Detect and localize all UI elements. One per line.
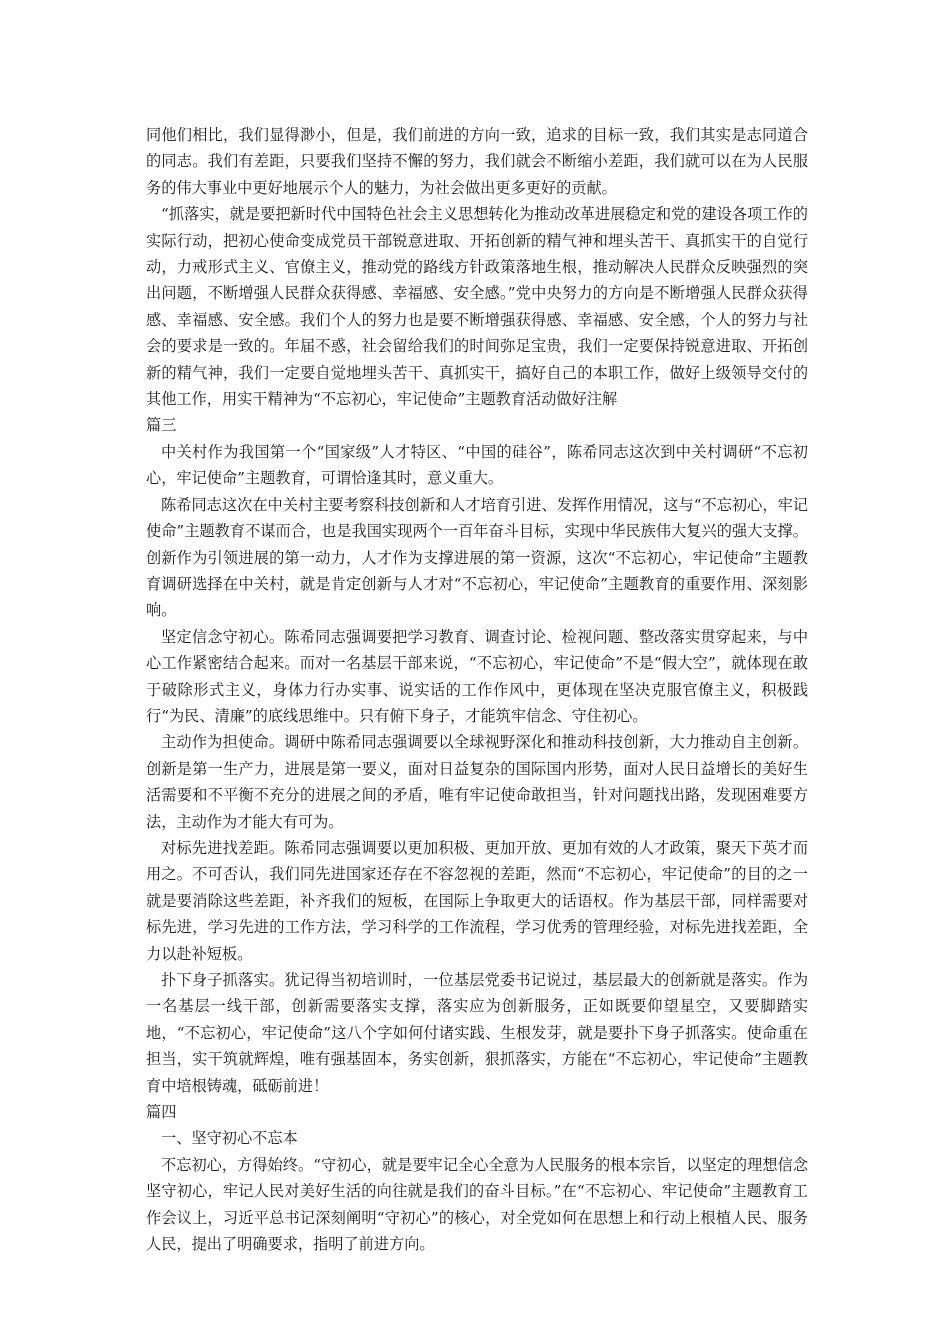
- paragraph: “抓落实，就是要把新时代中国特色社会主义思想转化为推动改革进展稳定和党的建设各项工作的实际行动，把初心使命变成党员干部锐意进取、开拓创新的精气神和埋头苦干、真抓实干的自觉行动，力戒形式主义、官僚主义，推动党的路线方针政策落地生根，推动解决人民群众反映强烈的突出问题，不断增强人民群众获得感、幸福感、安全感。”党中央努力的方向是不断增强人民群众获得感、幸福感、安全感。我们个人的努力也是要不断增强获得感、幸福感、安全感，个人的努力与社会的要求是一致的。年届不惑，社会留给我们的时间弥足宝贵，我们一定要保持锐意进取、开拓创新的精气神，我们一定要自觉地埋头苦干、真抓实干，搞好自己的本职工作，做好上级领导交付的其他工作，用实干精神为“不忘初心，牢记使命”主题教育活动做好注解: [146, 205, 808, 409]
- paragraph: 扑下身子抓落实。犹记得当初培训时，一位基层党委书记说过，基层最大的创新就是落实。作为一名基层一线干部，创新需要落实支撑，落实应为创新服务，正如既要仰望星空，又要脚踏实地，“不忘初心，牢记使命”这八个字如何付诸实践、生根发芽，就是要扑下身子抓落实。使命重在担当，实干筑就辉煌，唯有强基固本，务实创新，狠抓落实，方能在“不忘初心，牢记使命”主题教育中培根铸魂，砥砺前进！: [146, 971, 808, 1095]
- section-heading-4: 篇四: [146, 1103, 177, 1122]
- section-heading-3: 篇三: [146, 416, 177, 435]
- paragraph: 同他们相比，我们显得渺小，但是，我们前进的方向一致，追求的目标一致，我们其实是志同道合的同志。我们有差距，只要我们坚持不懈的努力，我们就会不断缩小差距，我们就可以在为人民服务的伟大事业中更好地展示个人的魅力，为社会做出更多更好的贡献。: [146, 126, 808, 197]
- paragraph: 陈希同志这次在中关村主要考察科技创新和人才培育引进、发挥作用情况，这与“不忘初心，牢记使命”主题教育不谋而合，也是我国实现两个一百年奋斗目标，实现中华民族伟大复兴的强大支撑。创新作为引领进展的第一动力，人才作为支撑进展的第一资源，这次“不忘初心，牢记使命”主题教育调研选择在中关村，就是肯定创新与人才对“不忘初心，牢记使命”主题教育的重要作用、深刻影响。: [146, 495, 808, 620]
- paragraph: 中关村作为我国第一个“国家级”人才特区、“中国的硅谷”，陈希同志这次到中关村调研“不忘初心，牢记使命”主题教育，可谓恰逢其时，意义重大。: [146, 442, 808, 488]
- section-subheading: 一、坚守初心不忘本: [161, 1129, 298, 1148]
- paragraph: 不忘初心，方得始终。“守初心，就是要牢记全心全意为人民服务的根本宗旨，以坚定的理想信念坚守初心，牢记人民对美好生活的向往就是我们的奋斗目标。”在“不忘初心、牢记使命”主题教育工作会议上，习近平总书记深刻阐明“守初心”的核心，对全党如何在思想上和行动上根植人民、服务人民，提出了明确要求，指明了前进方向。: [146, 1155, 808, 1254]
- paragraph: 坚定信念守初心。陈希同志强调要把学习教育、调查讨论、检视问题、整改落实贯穿起来，与中心工作紧密结合起来。而对一名基层干部来说，“不忘初心，牢记使命”不是“假大空”，就体现在敢于破除形式主义，身体力行办实事、说实话的工作作风中，更体现在坚决克服官僚主义，积极践行“为民、清廉”的底线思维中。只有俯下身子，才能筑牢信念、守住初心。: [146, 627, 808, 725]
- document-page: [146, 122, 808, 1257]
- paragraph: 主动作为担使命。调研中陈希同志强调要以全球视野深化和推动科技创新，大力推动自主创新。创新是第一生产力，进展是第一要义，面对日益复杂的国际国内形势，面对人民日益增长的美好生活需要和不平衡不充分的进展之间的矛盾，唯有牢记使命敢担当，针对问题找出路，发现困难要方法，主动作为才能大有可为。: [146, 733, 808, 831]
- paragraph: 对标先进找差距。陈希同志强调要以更加积极、更加开放、更加有效的人才政策，聚天下英才而用之。不可否认，我们同先进国家还存在不容忽视的差距，然而“不忘初心，牢记使命”的目的之一就是要消除这些差距，补齐我们的短板，在国际上争取更大的话语权。作为基层干部，同样需要对标先进，学习先进的工作方法，学习科学的工作流程，学习优秀的管理经验，对标先进找差距，全力以赴补短板。: [146, 838, 808, 963]
